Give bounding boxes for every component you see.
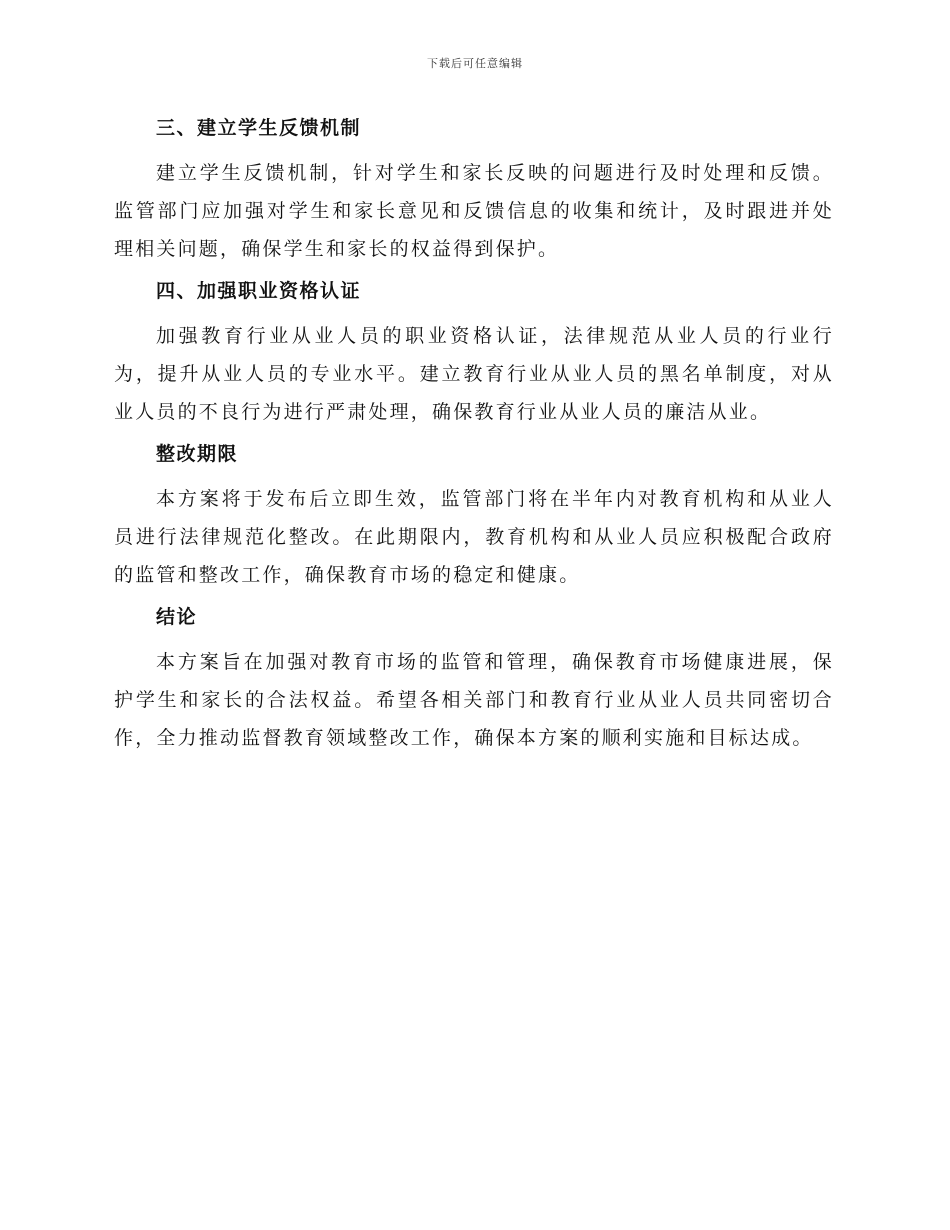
section-student-feedback bbox=[114, 112, 834, 268]
section-paragraph: 本方案将于发布后立即生效，监管部门将在半年内对教育机构和从业人员进行法律规范化整改。在此期限内，教育机构和从业人员应积极配合政府的监管和整改工作，确保教育市场的稳定和健康。 bbox=[114, 488, 834, 586]
section-conclusion bbox=[114, 601, 834, 757]
section-heading: 整改期限 bbox=[156, 443, 239, 465]
section-heading: 三、建立学生反馈机制 bbox=[156, 117, 362, 139]
section-heading: 结论 bbox=[156, 606, 198, 628]
section-heading: 四、加强职业资格认证 bbox=[156, 280, 362, 302]
section-deadline bbox=[114, 438, 834, 594]
section-paragraph: 本方案旨在加强对教育市场的监管和管理，确保教育市场健康进展，保护学生和家长的合法权益。希望各相关部门和教育行业从业人员共同密切合作，全力推动监督教育领域整改工作，确保本方案的顺利实施和目标达成。 bbox=[114, 651, 834, 749]
page-header: 下载后可任意编辑 bbox=[427, 57, 523, 70]
section-qualification bbox=[114, 275, 834, 431]
section-paragraph: 建立学生反馈机制，针对学生和家长反映的问题进行及时处理和反馈。监管部门应加强对学生和家长意见和反馈信息的收集和统计，及时跟进并处理相关问题，确保学生和家长的权益得到保护。 bbox=[114, 162, 834, 260]
document-body bbox=[114, 112, 834, 764]
section-paragraph: 加强教育行业从业人员的职业资格认证，法律规范从业人员的行业行为，提升从业人员的专业水平。建立教育行业从业人员的黑名单制度，对从业人员的不良行为进行严肃处理，确保教育行业从业人员的廉洁从业。 bbox=[114, 325, 834, 423]
